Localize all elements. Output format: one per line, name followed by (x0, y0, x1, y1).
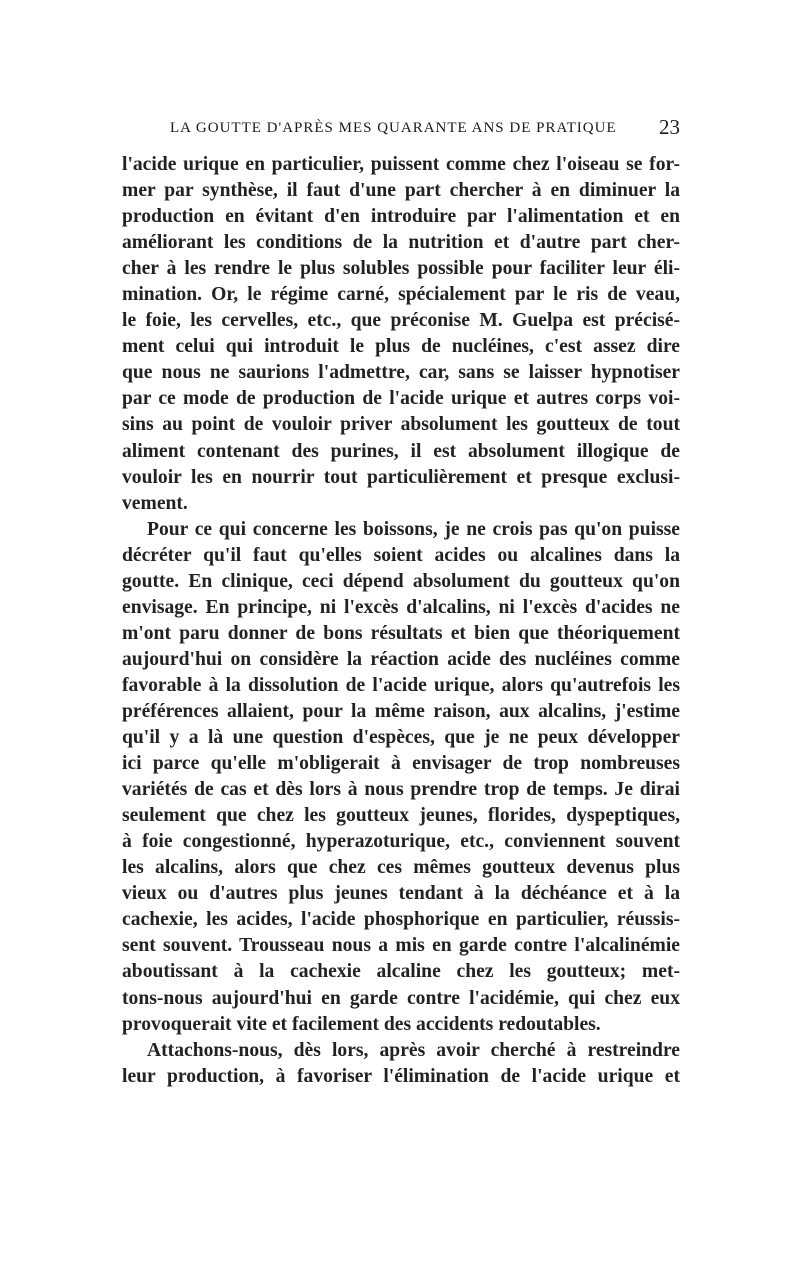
text-line: cher à les rendre le plus solubles possible pour faciliter leur éli- (122, 258, 680, 280)
text-line: aboutissant à la cachexie alcaline chez les goutteux; met- (122, 961, 680, 983)
text-line: seulement que chez les goutteux jeunes, florides, dyspeptiques, (122, 805, 680, 827)
text-line: améliorant les conditions de la nutrition et d'autre part cher- (122, 232, 680, 254)
text-line: cachexie, les acides, l'acide phosphorique en particulier, réussis- (122, 909, 680, 931)
text-line: provoquerait vite et facilement des accidents redoutables. (122, 1013, 601, 1035)
text-line: goutte. En clinique, ceci dépend absolument du goutteux qu'on (122, 570, 680, 592)
text-line: aujourd'hui on considère la réaction acide des nucléines comme (122, 648, 680, 670)
text-line: production en évitant d'en introduire par l'alimentation et en (122, 206, 680, 228)
text-line: aliment contenant des purines, il est absolument illogique de (122, 440, 680, 462)
text-line: ment celui qui introduit le plus de nucléines, c'est assez dire (122, 336, 680, 358)
text-line: Pour ce qui concerne les boissons, je ne crois pas qu'on puisse (147, 518, 680, 540)
text-line: tons-nous aujourd'hui en garde contre l'acidémie, qui chez eux (122, 987, 680, 1009)
text-line: variétés de cas et dès lors à nous prendre trop de temps. Je dirai (122, 779, 680, 801)
body-text (122, 152, 680, 1090)
text-line: décréter qu'il faut qu'elles soient acides ou alcalines dans la (122, 544, 680, 566)
text-line: Attachons-nous, dès lors, après avoir cherché à restreindre (147, 1039, 680, 1061)
text-line: favorable à la dissolution de l'acide urique, alors qu'autrefois les (122, 674, 680, 696)
text-line: vement. (122, 492, 188, 514)
text-line: mination. Or, le régime carné, spécialement par le ris de veau, (122, 284, 680, 306)
text-line: le foie, les cervelles, etc., que préconise M. Guelpa est précisé- (122, 310, 680, 332)
running-header (122, 114, 680, 144)
text-line: qu'il y a là une question d'espèces, que je ne peux développer (122, 727, 680, 749)
text-line: ici parce qu'elle m'obligerait à envisager de trop nombreuses (122, 753, 680, 775)
text-line: que nous ne saurions l'admettre, car, sans se laisser hypnotiser (122, 362, 680, 384)
text-line: vieux ou d'autres plus jeunes tendant à la déchéance et à la (122, 883, 680, 905)
running-title: LA GOUTTE D'APRÈS MES QUARANTE ANS DE PRATIQUE (170, 120, 617, 136)
text-line: par ce mode de production de l'acide urique et autres corps voi- (122, 388, 680, 410)
text-line: mer par synthèse, il faut d'une part chercher à en diminuer la (122, 180, 680, 202)
text-line: les alcalins, alors que chez ces mêmes goutteux devenus plus (122, 857, 680, 879)
text-line: l'acide urique en particulier, puissent comme chez l'oiseau se for- (122, 154, 680, 175)
page-number: 23 (659, 115, 680, 139)
text-line: à foie congestionné, hyperazoturique, etc., conviennent souvent (122, 831, 680, 853)
text-line: vouloir les en nourrir tout particulièrement et presque exclusi- (122, 466, 680, 488)
text-line: sins au point de vouloir priver absolument les goutteux de tout (122, 414, 680, 436)
text-line: envisage. En principe, ni l'excès d'alcalins, ni l'excès d'acides ne (122, 596, 680, 618)
text-line: sent souvent. Trousseau nous a mis en garde contre l'alcalinémie (122, 935, 680, 957)
text-line: préférences allaient, pour la même raison, aux alcalins, j'estime (122, 700, 680, 722)
text-line: m'ont paru donner de bons résultats et bien que théoriquement (122, 622, 680, 644)
text-line: leur production, à favoriser l'élimination de l'acide urique et (122, 1065, 680, 1087)
